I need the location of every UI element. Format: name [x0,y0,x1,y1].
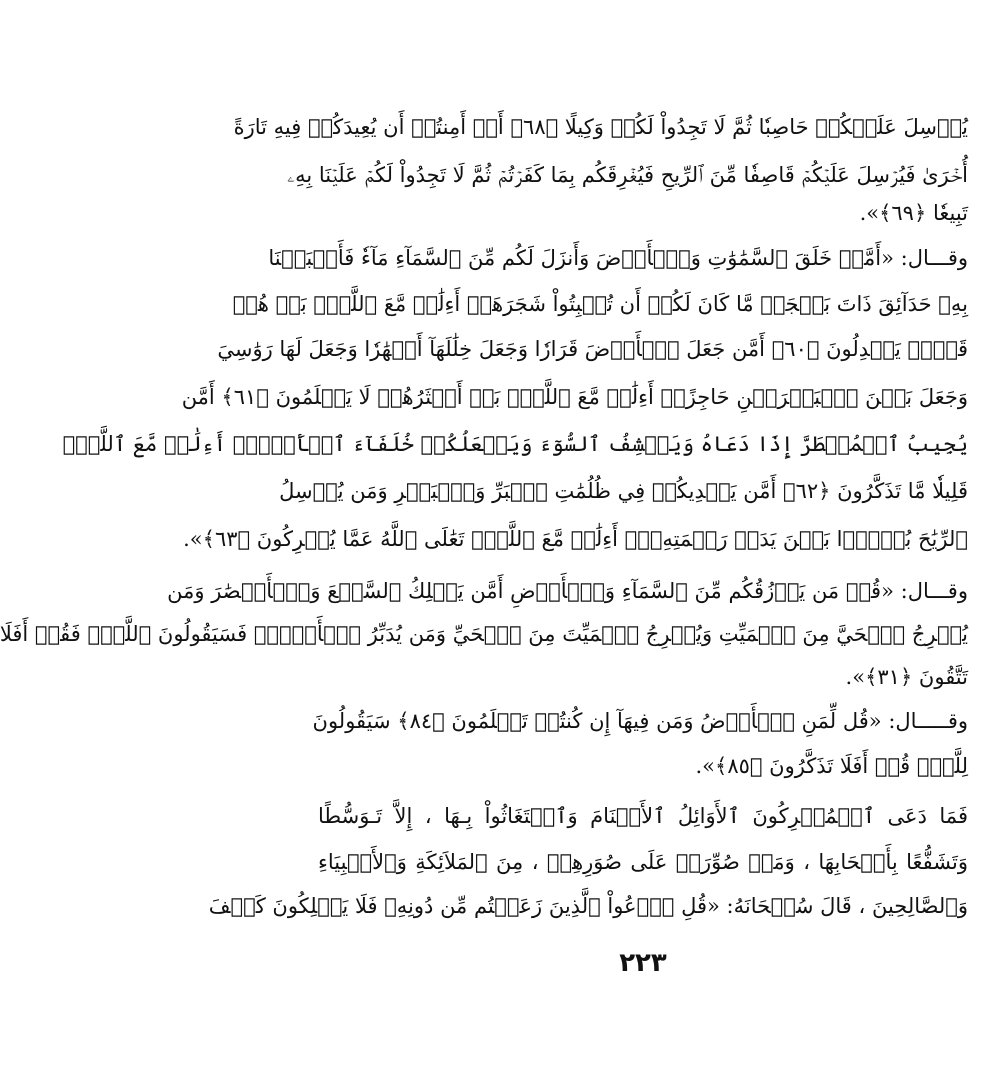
text-line: وَتَشَفُّعًا بِأَصۡحَابِهَا ، وَمَنۡ صُوِّرَتۡ عَلَى صُوَرِهِمۡ ، مِنَ ٱلمَلاَئِكَةِ وَٱلأَنۢبِيَاءِ [318,850,968,874]
text-line: وقـــال: «أَمَّنۡ خَلَقَ ٱلسَّمَٰوَٰتِ وَٱلۡأَرۡضَ وَأَنزَلَ لَكُم مِّنَ ٱلسَّمَآءِ مَآءٗ فَأَنۢبَتۡنَا [268,246,968,270]
text-line: تَتَّقُونَ ﴿٣١﴾». [845,665,968,689]
text-line: قَوۡمٞ يَعۡدِلُونَ ﴿٦٠﴾ أَمَّن جَعَلَ ٱلۡأَرۡضَ قَرَارٗا وَجَعَلَ خِلَٰلَهَآ أَنۡهَٰرٗا وَجَعَلَ لَهَا رَوَٰسِيَ [217,337,968,361]
text-line: يُخۡرِجُ ٱلۡحَيَّ مِنَ ٱلۡمَيِّتِ وَيُخۡرِجُ ٱلۡمَيِّتَ مِنَ ٱلۡحَيِّ وَمَن يُدَبِّرُ ٱلۡأَمۡرَۚ فَسَيَقُولُونَ ٱللَّهُۚ فَقُلۡ أَفَلَا [0,622,968,646]
text-line: تَبِيعٗا ﴿٦٩﴾». [859,201,968,225]
text-line: بِهِۦ حَدَآئِقَ ذَاتَ بَهۡجَةٖ مَّا كَانَ لَكُمۡ أَن تُنۢبِتُواْ شَجَرَهَآۗ أَءِلَٰهٞ مَّعَ ٱللَّهِۚ بَلۡ هُمۡ [232,292,968,316]
text-line: لِلَّهِۚ قُلۡ أَفَلَا تَذَكَّرُونَ ﴿٨٥﴾». [695,754,968,778]
text-line: ٱلرِّيَٰحَ بُشۡرَۢا بَيۡنَ يَدَيۡ رَحۡمَتِهِۦٓۗ أَءِلَٰهٞ مَّعَ ٱللَّهِۚ تَعَٰلَى ٱللَّهُ عَمَّا يُشۡرِكُونَ ﴿٦٣﴾». [183,527,968,551]
text-line: قَلِيلٗا مَّا تَذَكَّرُونَ ﴿٦٢﴾ أَمَّن يَهۡدِيكُمۡ فِي ظُلُمَٰتِ ٱلۡبَرِّ وَٱلۡبَحۡرِ وَمَن يُرۡسِلُ [279,479,968,503]
text-line: يُجِيبُ ٱلۡمُضۡطَرَّ إِذَا دَعَاهُ وَيَكۡشِفُ ٱلسُّوٓءَ وَيَجۡعَلُكُمۡ خُلَفَآءَ ٱلۡأَرۡضِۗ أَءِلَٰهٞ مَّعَ ٱللَّهِۚ [62,432,968,456]
text-line: فَمَا دَعَى ٱلۡمُشۡرِكُونَ ٱلأَوَائِلُ ٱلأَصۡنَامَ وَٱسۡتَغَاثُواْ بِـهَا ، إِلاَّ تَـوَسُّطًا [318,804,968,828]
page-number: ٢٢٣ [619,948,667,978]
text-line: يُرۡسِلَ عَلَيۡكُمۡ حَاصِبٗا ثُمَّ لَا تَجِدُواْ لَكُمۡ وَكِيلًا ﴿٦٨﴾ أَمۡ أَمِنتُمۡ أَن يُعِيدَكُمۡ فِيهِ تَارَةً [233,115,968,139]
text-line: وَجَعَلَ بَيۡنَ ٱلۡبَحۡرَيۡنِ حَاجِزًاۗ أَءِلَٰهٞ مَّعَ ٱللَّهِۚ بَلۡ أَكۡثَرُهُمۡ لَا يَعۡلَمُونَ ﴿٦١﴾ أَمَّن [181,385,968,409]
text-line: وَٱلصَّالِحِينَ ، قَالَ سُبۡحَانَهُ: «قُلِ ٱدۡعُواْ ٱلَّذِينَ زَعَمۡتُم مِّن دُونِهِۦ فَلَا يَمۡلِكُونَ كَشۡفَ [208,894,968,918]
text-line: وقـــــال: «قُل لِّمَنِ ٱلۡأَرۡضُ وَمَن فِيهَآ إِن كُنتُمۡ تَعۡلَمُونَ ﴿٨٤﴾ سَيَقُولُونَ [312,709,968,733]
text-line: وقـــال: «قُلۡ مَن يَرۡزُقُكُم مِّنَ ٱلسَّمَآءِ وَٱلۡأَرۡضِ أَمَّن يَمۡلِكُ ٱلسَّمۡعَ وَٱلۡأَبۡصَٰرَ وَمَن [167,579,968,603]
text-line: أُخۡرَىٰ فَيُرۡسِلَ عَلَيۡكُمۡ قَاصِفٗا مِّنَ ٱلرِّيحِ فَيُغۡرِقَكُم بِمَا كَفَرۡتُمۡ ثُمَّ لَا تَجِدُواْ لَكُمۡ عَلَيۡنَا بِهِۦ [287,163,968,187]
